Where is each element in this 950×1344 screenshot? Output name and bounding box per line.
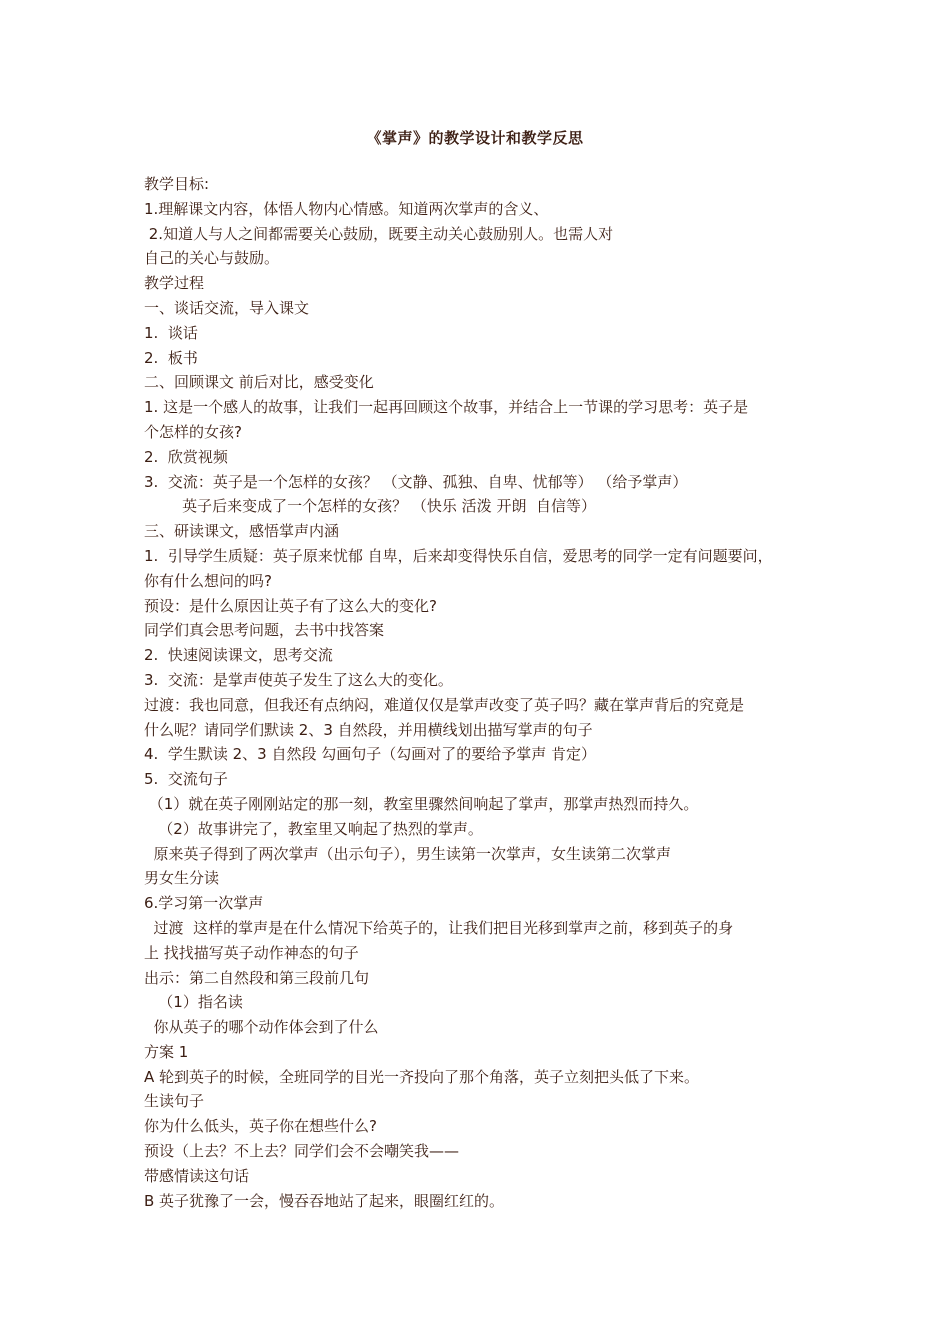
text-line: 带感情读这句话 — [144, 1166, 250, 1185]
text-line: 1. 这是一个感人的故事，让我们一起再回顾这个故事，并结合上一节课的学习思考：英子是 — [144, 398, 749, 417]
text-line: 一、谈话交流，导入课文 — [144, 298, 310, 317]
text-line: 2. 快速阅读课文，思考交流 — [144, 646, 333, 665]
text-line: 4. 学生默读 2、3 自然段 勾画句子（勾画对了的要给予掌声 肯定） — [144, 745, 597, 764]
text-line: 预设：是什么原因让英子有了这么大的变化? — [144, 596, 437, 615]
document-title: 《掌声》的教学设计和教学反思 — [366, 129, 584, 147]
text-line: 上 找找描写英子动作神态的句子 — [144, 943, 359, 962]
text-line: 生读句子 — [144, 1092, 205, 1111]
text-line: 过渡 这样的掌声是在什么情况下给英子的，让我们把目光移到掌声之前，移到英子的身 — [144, 918, 734, 937]
text-line: 1. 引导学生质疑：英子原来忧郁 自卑，后来却变得快乐自信，爱思考的同学一定有问题要问， — [144, 546, 773, 565]
text-line: （1）指名读 — [144, 993, 243, 1012]
text-line: 出示：第二自然段和第三段前几句 — [144, 968, 370, 987]
text-line: 过渡：我也同意，但我还有点纳闷，难道仅仅是掌声改变了英子吗？藏在掌声背后的究竟是 — [144, 695, 745, 714]
text-line: 2. 板书 — [144, 348, 198, 367]
text-line: （2）故事讲完了，教室里又响起了热烈的掌声。 — [144, 819, 483, 838]
document-body — [144, 172, 824, 1213]
text-line: 什么呢？请同学们默读 2、3 自然段，并用横线划出描写掌声的句子 — [144, 720, 593, 739]
text-line: 自己的关心与鼓励。 — [144, 249, 280, 268]
text-line: 个怎样的女孩? — [144, 422, 242, 441]
text-line: （1）就在英子刚刚站定的那一刻，教室里骤然间响起了掌声，那掌声热烈而持久。 — [144, 794, 699, 813]
text-line: B 英子犹豫了一会，慢吞吞地站了起来，眼圈红红的。 — [144, 1191, 505, 1210]
text-line: 5. 交流句子 — [144, 770, 228, 789]
text-line: 方案 1 — [144, 1042, 189, 1061]
text-line: 原来英子得到了两次掌声（出示句子），男生读第一次掌声，女生读第二次掌声 — [144, 844, 672, 863]
text-line: 3. 交流：是掌声使英子发生了这么大的变化。 — [144, 670, 453, 689]
text-line: 同学们真会思考问题，去书中找答案 — [144, 621, 385, 640]
text-line: 你为什么低头，英子你在想些什么? — [144, 1117, 377, 1136]
text-line: 1. 谈话 — [144, 323, 198, 342]
text-line: 教学过程 — [144, 274, 205, 293]
text-line: 二、回顾课文 前后对比，感受变化 — [144, 373, 374, 392]
text-line: 男女生分读 — [144, 869, 220, 888]
text-line: 2. 欣赏视频 — [144, 447, 228, 466]
text-line: 英子后来变成了一个怎样的女孩？ （快乐 活泼 开朗 自信等） — [144, 497, 596, 516]
text-line: 三、研读课文，感悟掌声内涵 — [144, 522, 340, 541]
text-line: 1.理解课文内容，体悟人物内心情感。知道两次掌声的含义、 — [144, 199, 549, 218]
text-line: 6.学习第一次掌声 — [144, 894, 264, 913]
text-line: 2.知道人与人之间都需要关心鼓励，既要主动关心鼓励别人。也需人对 — [144, 224, 614, 243]
text-line: 教学目标: — [144, 175, 210, 193]
text-line: 3. 交流：英子是一个怎样的女孩？ （文静、孤独、自卑、忧郁等） （给予掌声） — [144, 472, 688, 491]
text-line: 你有什么想问的吗? — [144, 571, 272, 590]
text-line: 你从英子的哪个动作体会到了什么 — [144, 1018, 379, 1037]
text-line: 预设（上去？不上去？同学们会不会嘲笑我—— — [144, 1142, 460, 1161]
text-line: A 轮到英子的时候，全班同学的目光一齐投向了那个角落，英子立刻把头低了下来。 — [144, 1067, 700, 1086]
